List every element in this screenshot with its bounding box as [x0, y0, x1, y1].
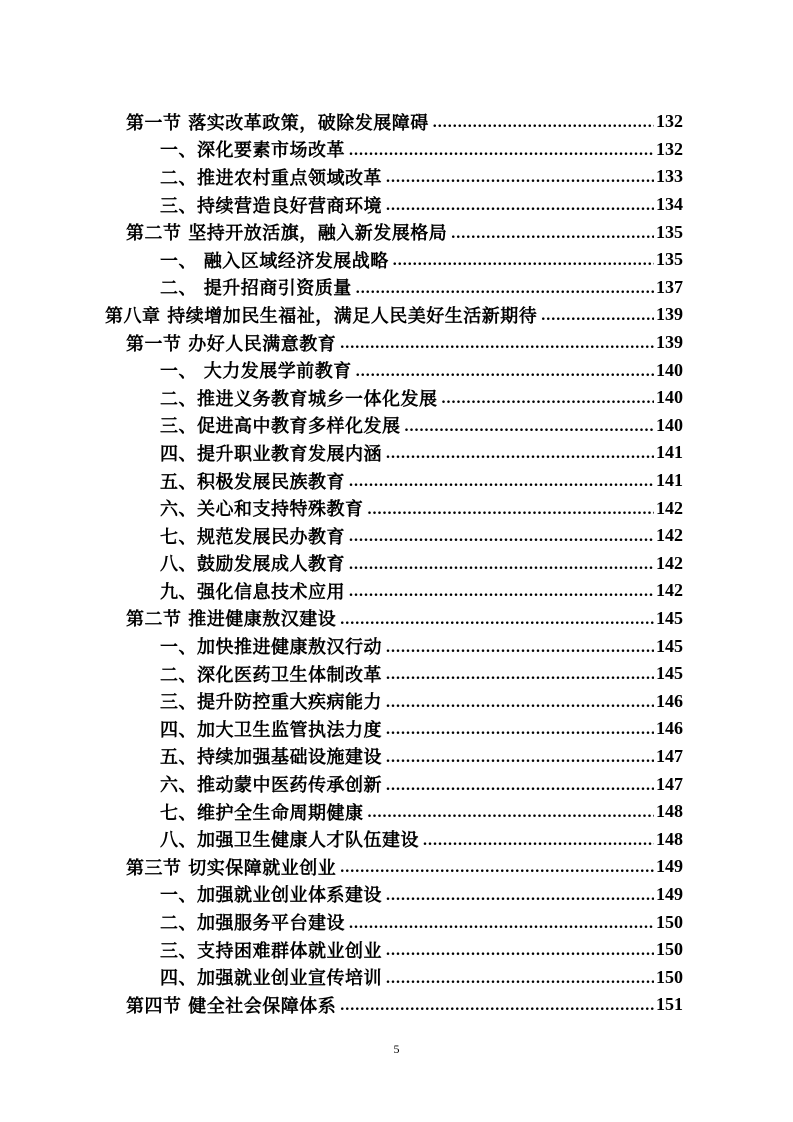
- dot-leader: [356, 357, 654, 384]
- toc-entry-section[interactable]: [0, 853, 793, 881]
- toc-entry-page: 145: [656, 607, 683, 628]
- toc-entry-page: 140: [656, 387, 683, 408]
- toc-entry-page: 149: [656, 856, 683, 877]
- toc-entry-title: 第八章 持续增加民生福祉，满足人民美好生活新期待: [105, 302, 541, 328]
- dot-leader: [393, 246, 654, 273]
- toc-entry-page: 146: [656, 718, 683, 739]
- toc-entry-title: 第二节 坚持开放活旗，融入新发展格局: [126, 219, 451, 245]
- toc-entry-title: 四、加大卫生监管执法力度: [160, 716, 386, 742]
- toc-entry-title: 一、加快推进健康敖汉行动: [160, 633, 386, 659]
- toc-entry-page: 132: [656, 111, 683, 132]
- dot-leader: [349, 522, 654, 549]
- toc-entry-title: 第二节 推进健康敖汉建设: [126, 605, 340, 631]
- dot-leader: [433, 108, 654, 135]
- dot-leader: [386, 964, 654, 991]
- dot-leader: [349, 577, 654, 604]
- toc-entry-page: 139: [656, 332, 683, 353]
- dot-leader: [356, 274, 654, 301]
- toc-entry-section[interactable]: [0, 991, 793, 1019]
- toc-entry-item[interactable]: [0, 274, 793, 302]
- toc-entry-item[interactable]: [0, 936, 793, 964]
- dot-leader: [442, 384, 655, 411]
- toc-entry-page: 139: [656, 304, 683, 325]
- toc-entry-chapter[interactable]: [0, 301, 793, 329]
- toc-entry-title: 三、促进高中教育多样化发展: [160, 412, 405, 438]
- toc-entry-item[interactable]: [0, 246, 793, 274]
- toc-entry-page: 142: [656, 525, 683, 546]
- toc-entry-title: 四、提升职业教育发展内涵: [160, 440, 386, 466]
- toc-entry-title: 第四节 健全社会保障体系: [126, 992, 340, 1018]
- toc-entry-title: 四、加强就业创业宣传培训: [160, 964, 386, 990]
- dot-leader: [368, 798, 655, 825]
- toc-entry-item[interactable]: [0, 550, 793, 578]
- toc-entry-page: 142: [656, 552, 683, 573]
- toc-entry-item[interactable]: [0, 743, 793, 771]
- toc-entry-page: 135: [656, 221, 683, 242]
- dot-leader: [386, 881, 654, 908]
- toc-entry-page: 132: [656, 138, 683, 159]
- toc-entry-title: 三、提升防控重大疾病能力: [160, 688, 386, 714]
- toc-entry-item[interactable]: [0, 577, 793, 605]
- toc-entry-item[interactable]: [0, 439, 793, 467]
- toc-entry-page: 140: [656, 414, 683, 435]
- dot-leader: [349, 550, 654, 577]
- toc-entry-page: 135: [656, 249, 683, 270]
- toc-entry-item[interactable]: [0, 467, 793, 495]
- toc-entry-title: 八、鼓励发展成人教育: [160, 550, 349, 576]
- dot-leader: [349, 467, 654, 494]
- toc-entry-section[interactable]: [0, 218, 793, 246]
- toc-entry-page: 145: [656, 635, 683, 656]
- toc-entry-section[interactable]: [0, 329, 793, 357]
- dot-leader: [386, 660, 654, 687]
- toc-entry-title: 二、推进农村重点领域改革: [160, 164, 386, 190]
- toc-entry-item[interactable]: [0, 715, 793, 743]
- toc-entry-page: 148: [656, 801, 683, 822]
- toc-entry-title: 一、加强就业创业体系建设: [160, 881, 386, 907]
- dot-leader: [386, 439, 654, 466]
- toc-entry-item[interactable]: [0, 494, 793, 522]
- toc-entry-item[interactable]: [0, 384, 793, 412]
- toc-entry-item[interactable]: [0, 687, 793, 715]
- dot-leader: [340, 329, 654, 356]
- toc-entry-item[interactable]: [0, 632, 793, 660]
- toc-entry-page: 147: [656, 745, 683, 766]
- toc-entry-page: 142: [656, 580, 683, 601]
- toc-entry-page: 141: [656, 442, 683, 463]
- page-number: 5: [393, 1042, 400, 1056]
- toc-entry-title: 五、持续加强基础设施建设: [160, 743, 386, 769]
- toc-entry-item[interactable]: [0, 660, 793, 688]
- dot-leader: [386, 191, 654, 218]
- toc-entry-item[interactable]: [0, 770, 793, 798]
- toc-entry-page: 142: [656, 497, 683, 518]
- toc-entry-title: 三、持续营造良好营商环境: [160, 192, 386, 218]
- toc-entry-item[interactable]: [0, 825, 793, 853]
- dot-leader: [349, 909, 654, 936]
- dot-leader: [386, 633, 654, 660]
- dot-leader: [340, 853, 654, 880]
- toc-entry-page: 140: [656, 359, 683, 380]
- toc-entry-title: 一、深化要素市场改革: [160, 136, 349, 162]
- toc-entry-page: 134: [656, 194, 683, 215]
- dot-leader: [349, 136, 654, 163]
- toc-entry-title: 六、推动蒙中医药传承创新: [160, 771, 386, 797]
- dot-leader: [451, 219, 654, 246]
- toc-entry-page: 137: [656, 276, 683, 297]
- toc-entry-title: 五、积极发展民族教育: [160, 468, 349, 494]
- dot-leader: [541, 301, 654, 328]
- toc-entry-page: 146: [656, 690, 683, 711]
- toc-entry-item[interactable]: [0, 412, 793, 440]
- toc-entry-title: 三、支持困难群体就业创业: [160, 937, 386, 963]
- toc-entry-title: 二、推进义务教育城乡一体化发展: [160, 385, 442, 411]
- toc-entry-page: 151: [656, 994, 683, 1015]
- toc-entry-item[interactable]: [0, 963, 793, 991]
- toc-entry-page: 133: [656, 166, 683, 187]
- toc-entry-item[interactable]: [0, 522, 793, 550]
- toc-entry-page: 149: [656, 883, 683, 904]
- dot-leader: [386, 936, 654, 963]
- dot-leader: [386, 771, 654, 798]
- toc-entry-title: 第三节 切实保障就业创业: [126, 854, 340, 880]
- dot-leader: [423, 826, 654, 853]
- toc-entry-page: 150: [656, 911, 683, 932]
- toc-entry-title: 第一节 办好人民满意教育: [126, 330, 340, 356]
- toc-entry-title: 九、强化信息技术应用: [160, 578, 349, 604]
- toc-entry-page: 148: [656, 828, 683, 849]
- dot-leader: [340, 991, 654, 1018]
- dot-leader: [386, 163, 654, 190]
- toc-entry-page: 141: [656, 470, 683, 491]
- dot-leader: [368, 495, 655, 522]
- toc-entry-title: 二、 提升招商引资质量: [160, 274, 356, 300]
- toc-entry-item[interactable]: [0, 798, 793, 826]
- toc-entry-item[interactable]: [0, 356, 793, 384]
- toc-entry-title: 二、深化医药卫生体制改革: [160, 661, 386, 687]
- dot-leader: [340, 605, 654, 632]
- toc-entry-title: 六、关心和支持特殊教育: [160, 495, 368, 521]
- toc-entry-page: 150: [656, 939, 683, 960]
- dot-leader: [386, 743, 654, 770]
- toc-entry-title: 第一节 落实改革政策，破除发展障碍: [126, 109, 433, 135]
- toc-entry-item[interactable]: [0, 163, 793, 191]
- toc-entry-title: 七、规范发展民办教育: [160, 523, 349, 549]
- toc-entry-title: 二、加强服务平台建设: [160, 909, 349, 935]
- dot-leader: [405, 412, 655, 439]
- toc-entry-title: 七、维护全生命周期健康: [160, 799, 368, 825]
- toc-entry-page: 150: [656, 966, 683, 987]
- table-of-contents: [0, 108, 793, 1019]
- toc-entry-item[interactable]: [0, 881, 793, 909]
- toc-entry-title: 八、加强卫生健康人才队伍建设: [160, 826, 423, 852]
- toc-entry-item[interactable]: [0, 191, 793, 219]
- toc-entry-section[interactable]: [0, 605, 793, 633]
- dot-leader: [386, 715, 654, 742]
- toc-entry-section[interactable]: [0, 108, 793, 136]
- toc-entry-item[interactable]: [0, 136, 793, 164]
- toc-entry-page: 147: [656, 773, 683, 794]
- toc-entry-title: 一、 大力发展学前教育: [160, 357, 356, 383]
- toc-entry-page: 145: [656, 663, 683, 684]
- dot-leader: [386, 688, 654, 715]
- toc-entry-title: 一、 融入区域经济发展战略: [160, 247, 393, 273]
- toc-entry-item[interactable]: [0, 908, 793, 936]
